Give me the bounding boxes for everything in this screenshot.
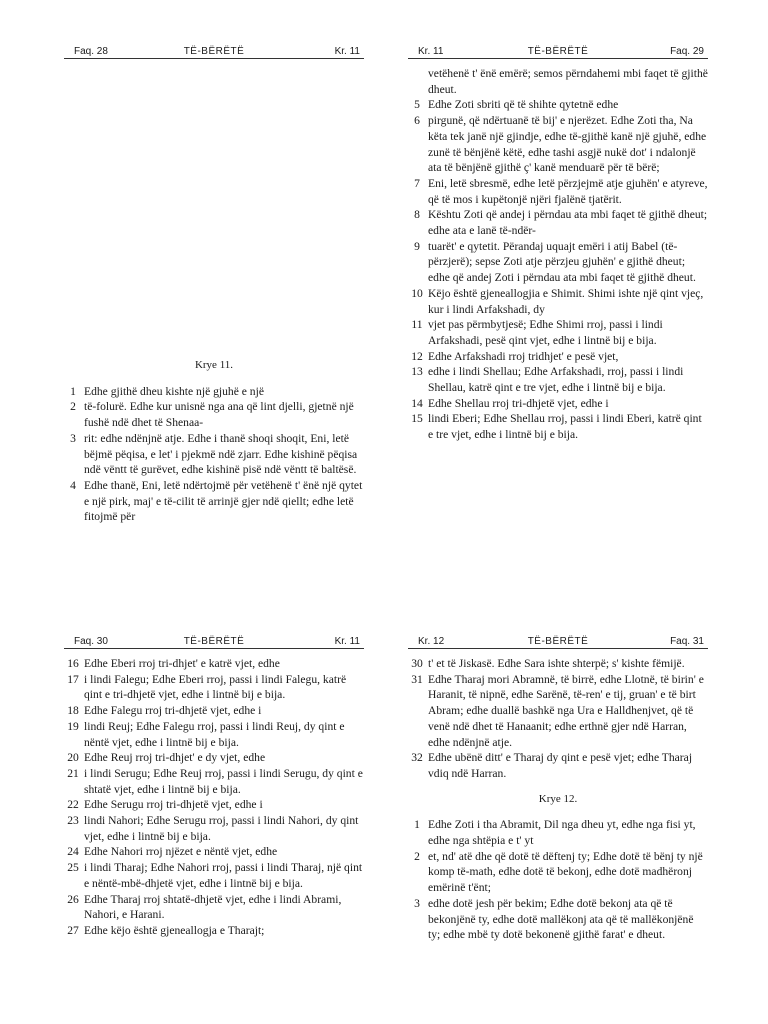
verse bbox=[64, 399, 364, 430]
running-title: TË-BËRËTË bbox=[183, 636, 245, 647]
page-number: Faq. 28 bbox=[74, 46, 108, 57]
verse-text: rit: edhe ndënjnë atje. Edhe i thanë shoqi shoqit, Eni, letë bëjmë pëqisa, e let' i pjekmë ndë zjarr. Edhe kishinë pëqisa ndë vëntt të gurëvet, edhe kishinë pisë ndë vëntt të baltësë. bbox=[84, 431, 358, 477]
page-number: Faq. 29 bbox=[670, 46, 704, 57]
verse-number: 20 bbox=[67, 751, 79, 765]
verse-number: 30 bbox=[411, 657, 423, 670]
verse-text: i lindi Falegu; Edhe Eberi rroj, passi i lindi Falegu, katrë qint e tri-dhjetë vjet, edhe i lintnë bij e bija. bbox=[84, 672, 347, 702]
verse bbox=[64, 750, 364, 766]
verse-text: Edhe Reuj rroj tri-dhjet' e dy vjet, edhe bbox=[84, 751, 266, 765]
verse-text: vetëhenë t' ënë emërë; semos përndahemi mbi faqet të gjithë dheut. bbox=[428, 67, 708, 96]
verse bbox=[64, 844, 364, 860]
verse-text: Edhe Arfakshadi rroj tridhjet' e pesë vjet, bbox=[428, 349, 619, 363]
page-28 bbox=[64, 44, 364, 564]
verse-number: 25 bbox=[67, 861, 79, 875]
running-title: TË-BËRËTË bbox=[527, 636, 589, 647]
verse bbox=[64, 892, 364, 923]
verse bbox=[408, 176, 708, 207]
page-header bbox=[408, 44, 708, 59]
verse bbox=[408, 656, 708, 672]
verse bbox=[408, 239, 708, 286]
verse-text: edhe i lindi Shellau; Edhe Arfakshadi, rroj, passi i lindi Shellau, katrë qint e tre vjet, edhe i lintnë bij e bija. bbox=[428, 365, 684, 395]
verse-number: 32 bbox=[411, 751, 423, 765]
verse-text: Edhe Serugu rroj tri-dhjetë vjet, edhe i bbox=[84, 798, 263, 812]
verse-number: 7 bbox=[414, 176, 420, 190]
verse-number: 3 bbox=[70, 431, 76, 445]
verse-text: Edhe Nahori rroj njëzet e nëntë vjet, edhe bbox=[84, 845, 278, 859]
page-number: Faq. 31 bbox=[670, 636, 704, 647]
verse bbox=[64, 656, 364, 672]
page-header bbox=[408, 634, 708, 649]
verse-number: 19 bbox=[67, 719, 79, 733]
verse-text: Këjo është gjeneallogjia e Shimit. Shimi ishte një qint vjeç, kur i lindi Arfakshadi, dy bbox=[428, 286, 704, 316]
verse-number: 27 bbox=[67, 923, 79, 937]
running-title: TË-BËRËTË bbox=[183, 46, 245, 57]
verse-text: vjet pas përmbytjesë; Edhe Shimi rroj, passi i lindi Arfakshadi, pesë qint vjet, edhe i lintnë bij e bija. bbox=[428, 318, 663, 347]
verse-number: 11 bbox=[411, 318, 423, 332]
verse-text: Edhe ubënë ditt' e Tharaj dy qint e pesë vjet; edhe Tharaj vdiq ndë Harran. bbox=[428, 751, 693, 780]
verse-number: 13 bbox=[411, 365, 423, 379]
verse bbox=[408, 411, 708, 442]
verse-text: Edhe Tharaj mori Abramnë, të birrë, edhe Llotnë, të birin' e Haranit, të nipnë, edhe Sarënë, të-ren' e tij, gruan' e të birt Abram; edhe duallë bashkë nga Ura e Halldhenjvet, që të venë ndë dhet të Hanaanit; edhe erthnë gjer ndë Harran, edhe ndënjnë atje. bbox=[428, 672, 704, 749]
page-30 bbox=[64, 634, 364, 1024]
verse-text: Edhe këjo është gjeneallogja e Tharajt; bbox=[84, 923, 265, 937]
verse-text: i lindi Serugu; Edhe Reuj rroj, passi i lindi Serugu, dy qint e shtatë vjet, edhe i lintnë bij e bija. bbox=[84, 766, 363, 796]
verse-text: Edhe gjithë dheu kishte një gjuhë e një bbox=[84, 384, 264, 398]
verse bbox=[64, 431, 364, 478]
chapter-ref: Kr. 12 bbox=[418, 636, 445, 647]
verse-number: 12 bbox=[411, 349, 423, 363]
verse-text: Edhe Falegu rroj tri-dhjetë vjet, edhe i bbox=[84, 704, 262, 718]
verse bbox=[408, 817, 708, 848]
chapter-ref: Kr. 11 bbox=[334, 46, 360, 57]
verse-text: Edhe Eberi rroj tri-dhjet' e katrë vjet, edhe bbox=[84, 657, 280, 670]
verse-number: 5 bbox=[414, 98, 420, 112]
verse-number: 18 bbox=[67, 704, 79, 718]
verse-number: 15 bbox=[411, 412, 423, 426]
verse bbox=[408, 97, 708, 113]
verse bbox=[408, 396, 708, 412]
chapter-ref: Kr. 11 bbox=[418, 46, 444, 57]
page-body bbox=[408, 656, 708, 943]
verse bbox=[408, 349, 708, 365]
verse-number: 2 bbox=[414, 849, 420, 863]
verse bbox=[64, 860, 364, 891]
verse bbox=[64, 384, 364, 400]
verse-number: 14 bbox=[411, 396, 423, 410]
verse bbox=[408, 207, 708, 238]
verse-text: tuarët' e qytetit. Përandaj uquajt emëri i atij Babel (të-përzjerë); sepse Zoti atje përzjeu gjuhën' e gjithë dheut; edhe që andej Zoti i përndau ata mbi faqet të gjithë dheut. bbox=[428, 239, 696, 285]
page-header bbox=[64, 44, 364, 59]
verse-text: t' et të Jiskasë. Edhe Sara ishte shterpë; s' kishte fëmijë. bbox=[428, 657, 685, 670]
verse-number: 1 bbox=[414, 818, 420, 832]
verse-number: 4 bbox=[70, 478, 76, 492]
verse-text: të-folurë. Edhe kur unisnë nga ana që lint djelli, gjetnë një fushë ndë dhet të Shenaa- bbox=[84, 400, 354, 430]
verse bbox=[64, 478, 364, 525]
verse-text: pirgunë, që ndërtuanë të bij' e njerëzet. Edhe Zoti tha, Na këta tek janë një gjindje, edhe të-gjithë kanë një gjuhë, edhe zunë të bënjënë këtë, edhe tashi asgjë nukë dot' i ndalonjë ata të bënjënë gjithë ç' kanë menduarë për të bërë; bbox=[428, 114, 707, 175]
verse bbox=[408, 113, 708, 176]
verse-text: Edhe thanë, Eni, letë ndërtojmë për vetëhenë t' ënë një qytet e një pirk, maj' e të-cilit të arrinjë gjer ndë qiellt; edhe letë fitojmë për bbox=[84, 478, 363, 524]
verse-number: 21 bbox=[67, 766, 79, 780]
page-body bbox=[408, 66, 708, 443]
verse-number: 31 bbox=[411, 672, 423, 686]
verse-number: 17 bbox=[67, 672, 79, 686]
verse bbox=[64, 813, 364, 844]
verse-text: Edhe Shellau rroj tri-dhjetë vjet, edhe i bbox=[428, 396, 609, 410]
chapter-ref: Kr. 11 bbox=[334, 636, 360, 647]
page-29 bbox=[408, 44, 708, 564]
verse-number: 6 bbox=[414, 114, 420, 128]
verse-text: Kështu Zoti që andej i përndau ata mbi faqet të gjithë dheut; edhe ata e lanë të-ndër- bbox=[428, 208, 708, 238]
verse bbox=[408, 317, 708, 348]
verse-text: i lindi Tharaj; Edhe Nahori rroj, passi i lindi Tharaj, një qint e nëntë-mbë-dhjetë vjet, edhe i lintnë bij e bija. bbox=[84, 861, 363, 890]
verse-number: 3 bbox=[414, 896, 420, 910]
verse-text: lindi Nahori; Edhe Serugu rroj, passi i lindi Nahori, dy qint vjet, edhe i lintnë bij e bija. bbox=[84, 814, 359, 843]
verse-text: Edhe Tharaj rroj shtatë-dhjetë vjet, edhe i lindi Abrami, Nahori, e Harani. bbox=[84, 892, 342, 922]
verse-number: 16 bbox=[67, 657, 79, 670]
verse-number: 24 bbox=[67, 845, 79, 859]
page-body bbox=[64, 66, 364, 525]
page-body bbox=[64, 656, 364, 939]
verse-number: 22 bbox=[67, 798, 79, 812]
verse-text: Edhe Zoti i tha Abramit, Dil nga dheu yt, edhe nga fisi yt, edhe nga shtëpia e t' yt bbox=[428, 818, 696, 848]
verse bbox=[408, 286, 708, 317]
running-title: TË-BËRËTË bbox=[527, 46, 589, 57]
verse-number: 1 bbox=[70, 384, 76, 398]
page-header bbox=[64, 634, 364, 649]
verse-text: Edhe Zoti sbriti që të shihte qytetnë edhe bbox=[428, 98, 619, 112]
verse bbox=[64, 703, 364, 719]
verse bbox=[408, 896, 708, 943]
verse-number: 2 bbox=[70, 400, 76, 414]
verse-text: edhe dotë jesh për bekim; Edhe dotë bekonj ata që të bekonjënë ty, edhe dotë mallëkonj ata që të mallëkonjënë ty; edhe mbë ty dotë bekonenë gjithë farat' e dheut. bbox=[428, 896, 694, 942]
verse-number: 9 bbox=[414, 239, 420, 253]
verse bbox=[408, 672, 708, 751]
verse bbox=[408, 750, 708, 781]
verse bbox=[64, 766, 364, 797]
chapter-heading: Krye 11. bbox=[194, 359, 234, 371]
verse bbox=[408, 66, 708, 97]
verse-number: 26 bbox=[67, 892, 79, 906]
verse bbox=[408, 849, 708, 896]
verse bbox=[408, 364, 708, 395]
verse bbox=[64, 672, 364, 703]
verse bbox=[64, 719, 364, 750]
verse-text: et, nd' atë dhe që dotë të dëftenj ty; Edhe dotë të bënj ty një komp të-math, edhe dotë të bekonj, edhe dotë madhëronj emërinë t'ënt; bbox=[428, 849, 703, 895]
page-number: Faq. 30 bbox=[74, 636, 108, 647]
verse-number: 10 bbox=[411, 286, 423, 300]
verse bbox=[64, 923, 364, 939]
verse-number: 8 bbox=[414, 208, 420, 222]
verse-text: lindi Reuj; Edhe Falegu rroj, passi i lindi Reuj, dy qint e nëntë vjet, edhe i lintnë bij e bija. bbox=[84, 719, 345, 749]
verse-text: Eni, letë sbresmë, edhe letë përzjejmë atje gjuhën' e atyreve, që të mos i kupëtonjë njëri fjalënë tjatërit. bbox=[428, 176, 708, 206]
verse-number: 23 bbox=[67, 814, 79, 828]
chapter-heading: Krye 12. bbox=[538, 792, 578, 805]
verse bbox=[64, 797, 364, 813]
verse-text: lindi Eberi; Edhe Shellau rroj, passi i lindi Eberi, katrë qint e tre vjet, edhe i lintnë bij e bija. bbox=[428, 412, 702, 442]
page-31 bbox=[408, 634, 708, 1024]
